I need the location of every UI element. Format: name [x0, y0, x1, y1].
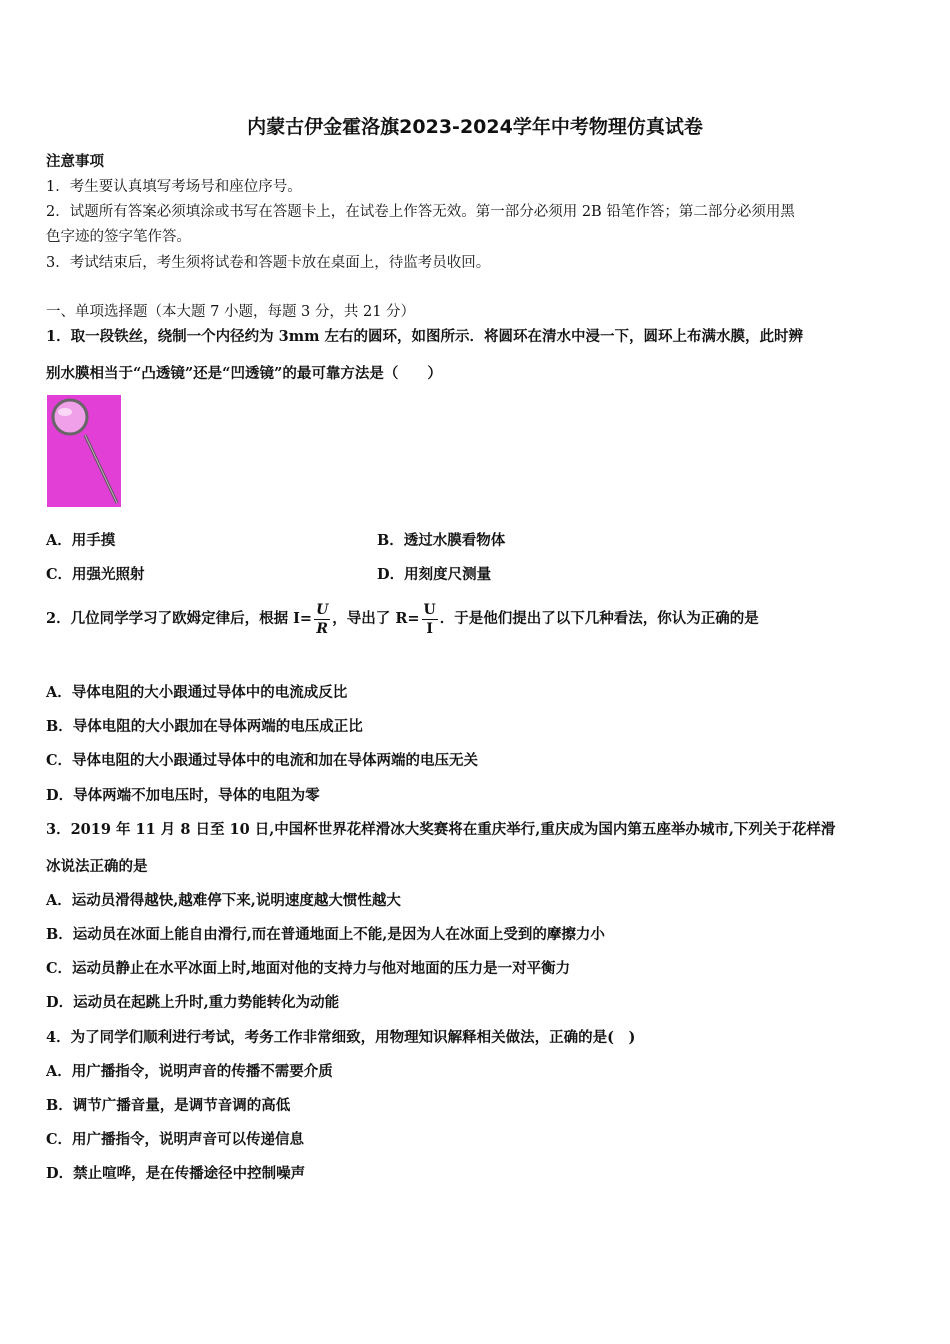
q2-stem [46, 599, 759, 639]
fraction-denominator: I [426, 620, 433, 637]
q4-stem: 4．为了同学们顺利进行考试，考务工作非常细致，用物理知识解释相关做法，正确的是( ) [46, 1029, 636, 1046]
q2-option-c: C．导体电阻的大小跟通过导体中的电流和加在导体两端的电压无关 [46, 752, 479, 769]
q1-option-b: B．透过水膜看物体 [377, 532, 506, 549]
q2-stem-part2: ，导出了 R= [332, 610, 420, 627]
q4-option-b: B．调节广播音量，是调节音调的高低 [46, 1097, 291, 1114]
q3-stem-line1: 3．2019 年 11 月 8 日至 10 日,中国杯世界花样滑冰大奖赛将在重庆举行,重庆成为国内第五座举办城市,下列关于花样滑 [46, 821, 836, 838]
q1-option-a: A．用手摸 [46, 532, 116, 549]
q1-option-c: C．用强光照射 [46, 566, 145, 583]
q1-stem-line2: 别水膜相当于“凸透镜”还是“凹透镜”的最可靠方法是（ ） [46, 365, 442, 382]
page-title: 内蒙古伊金霍洛旗2023-2024学年中考物理仿真试卷 [247, 116, 703, 138]
q4-option-a: A．用广播指令，说明声音的传播不需要介质 [46, 1063, 333, 1080]
notice-item-3: 3．考试结束后，考生须将试卷和答题卡放在桌面上，待监考员收回。 [46, 255, 491, 271]
q2-option-a: A．导体电阻的大小跟通过导体中的电流成反比 [46, 684, 348, 701]
fraction-numerator: U [316, 601, 329, 618]
ring-figure [47, 395, 121, 507]
notice-item-2-cont: 色字迹的签字笔作答。 [46, 229, 191, 245]
q2-option-d: D．导体两端不加电压时，导体的电阻为零 [46, 787, 320, 804]
q2-option-b: B．导体电阻的大小跟加在导体两端的电压成正比 [46, 718, 363, 735]
notice-item-1: 1．考生要认真填写考场号和座位序号。 [46, 179, 302, 195]
notice-item-2: 2．试题所有答案必须填涂或书写在答题卡上，在试卷上作答无效。第一部分必须用 2B 铅笔作答；第二部分必须用黑 [46, 204, 795, 220]
q3-option-a: A．运动员滑得越快,越难停下来,说明速度越大惯性越大 [46, 892, 401, 909]
wire-ring-icon [47, 395, 121, 507]
notice-heading: 注意事项 [46, 153, 104, 170]
q3-option-d: D．运动员在起跳上升时,重力势能转化为动能 [46, 994, 340, 1011]
q3-option-b: B．运动员在冰面上能自由滑行,而在普通地面上不能,是因为人在冰面上受到的摩擦力小 [46, 926, 605, 943]
q1-option-d: D．用刻度尺测量 [377, 566, 492, 583]
resistance-formula-fraction [422, 601, 438, 638]
q2-stem-part3: ．于是他们提出了以下几种看法，你认为正确的是 [439, 610, 759, 627]
section-heading: 一、单项选择题（本大题 7 小题，每题 3 分，共 21 分） [46, 304, 416, 320]
q4-option-d: D．禁止喧哗，是在传播途径中控制噪声 [46, 1165, 306, 1182]
q4-option-c: C．用广播指令，说明声音可以传递信息 [46, 1131, 305, 1148]
fraction-denominator: R [316, 620, 328, 637]
ohm-formula-fraction [314, 601, 330, 638]
fraction-numerator: U [423, 601, 436, 618]
q2-stem-part1: 2．几位同学学习了欧姆定律后，根据 I= [46, 610, 313, 627]
q3-stem-line2: 冰说法正确的是 [46, 858, 148, 875]
q1-stem-line1: 1．取一段铁丝，绕制一个内径约为 3mm 左右的圆环，如图所示．将圆环在清水中浸一下，圆环上布满水膜，此时辨 [46, 328, 803, 345]
q3-option-c: C．运动员静止在水平冰面上时,地面对他的支持力与他对地面的压力是一对平衡力 [46, 960, 571, 977]
